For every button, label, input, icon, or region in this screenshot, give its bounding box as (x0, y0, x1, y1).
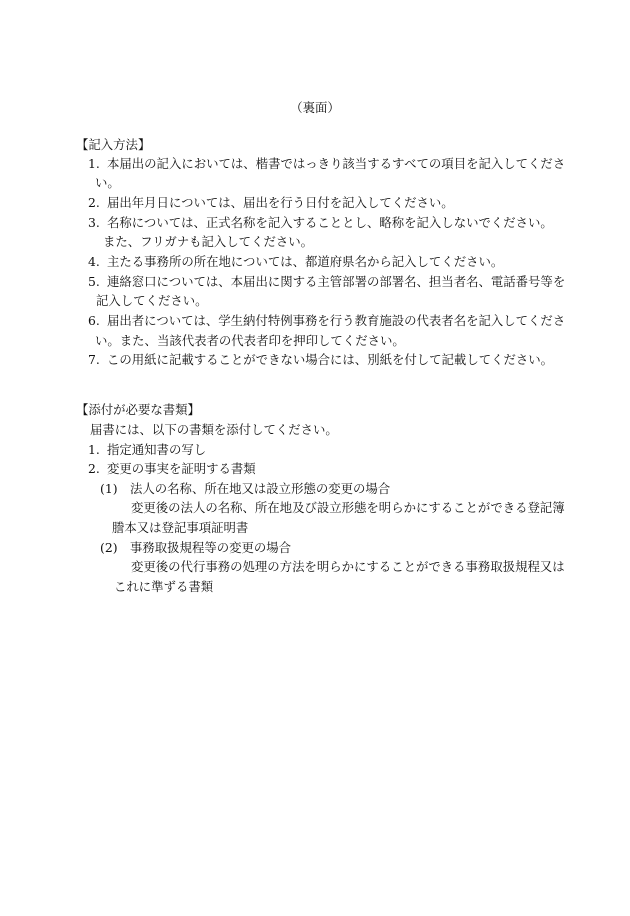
item-text: この用紙に記載することができない場合には、別紙を付して記載してください。 (107, 352, 554, 367)
subitem-text: これに準ずる書類 (114, 579, 214, 594)
item-number: 2. (88, 195, 100, 210)
item-number: 1. (88, 442, 100, 457)
item-text: 名称については、正式名称を記入することとし、略称を記入しないでください。 (107, 215, 553, 230)
section-heading: 【記入方法】 (76, 137, 151, 152)
section-heading: 【添付が必要な書類】 (76, 402, 200, 417)
page-title: （裏面） (290, 100, 340, 115)
item-text: また、フリガナも記入してください。 (103, 234, 314, 249)
intro-text: 届書には、以下の書類を添付してください。 (90, 422, 338, 437)
item-text: 主たる事務所の所在地については、都道府県名から記入してください。 (107, 254, 504, 269)
subitem-text: 謄本又は登記事項証明書 (112, 520, 249, 535)
item-text: 連絡窓口については、本届出に関する主管部署の部署名、担当者名、電話番号等を (107, 274, 566, 289)
item-text: い。 (95, 175, 120, 190)
item-text: 変更の事実を証明する書類 (107, 461, 256, 476)
item-number: 7. (88, 352, 100, 367)
item-number: 4. (88, 254, 100, 269)
subitem-number: (2) (100, 540, 118, 555)
item-number: 5. (88, 274, 100, 289)
item-text: 指定通知書の写し (107, 442, 207, 457)
item-number: 6. (88, 313, 100, 328)
subitem-title: 事務取扱規程等の変更の場合 (130, 540, 292, 555)
subitem-text: 変更後の法人の名称、所在地及び設立形態を明らかにすることができる登記簿 (131, 500, 565, 515)
item-text: 記入してください。 (96, 293, 208, 308)
subitem-text: 変更後の代行事務の処理の方法を明らかにすることができる事務取扱規程又は (131, 559, 565, 574)
item-text: 本届出の記入においては、楷書ではっきり該当するすべての項目を記入してくださ (107, 156, 566, 171)
item-number: 1. (88, 156, 100, 171)
item-number: 3. (88, 215, 100, 230)
subitem-title: 法人の名称、所在地又は設立形態の変更の場合 (130, 481, 391, 496)
item-number: 2. (88, 461, 100, 476)
item-text: 届出者については、学生納付特例事務を行う教育施設の代表者名を記入してくださ (107, 313, 566, 328)
item-text: い。また、当該代表者の代表者印を押印してください。 (95, 333, 405, 348)
item-text: 届出年月日については、届出を行う日付を記入してください。 (107, 195, 454, 210)
subitem-number: (1) (100, 481, 118, 496)
